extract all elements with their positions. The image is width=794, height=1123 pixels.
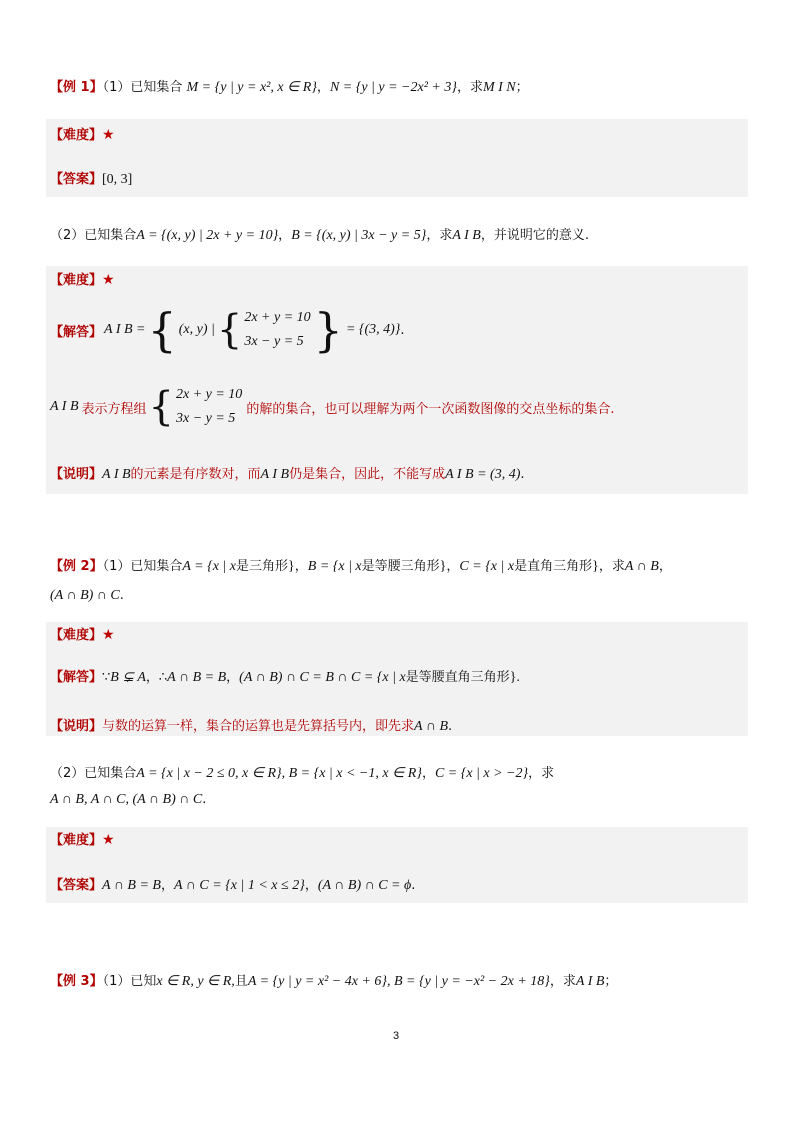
difficulty-label: 【难度】 [50, 628, 103, 643]
equation-system [244, 306, 310, 354]
math-expression: x ∈ R, y ∈ R, [156, 974, 235, 989]
answer-math: [0, 3] [102, 172, 133, 187]
question-text: ，求 [549, 974, 576, 989]
set-description: 是三角形 [236, 559, 289, 574]
punctuation: . [202, 792, 207, 807]
example-label: 【例 2】 [50, 559, 103, 574]
math-expression: A I B [260, 467, 290, 482]
star-icon: ★ [102, 272, 115, 288]
math-set-a: A = {(x, y) | 2x + y = 10} [136, 228, 279, 243]
because-symbol: ∵ [102, 670, 111, 685]
math-expression: A ∩ B [414, 719, 448, 734]
math-expression: M I N [482, 80, 516, 95]
question-text: 已知集合 [130, 80, 183, 95]
difficulty-row [50, 829, 115, 848]
subquestion-number: （2） [50, 228, 85, 243]
answer-row [50, 168, 132, 188]
math-expression: A = {x | x − 2 ≤ 0, x ∈ R}, B = {x | x < −1, x ∈ R} [136, 766, 422, 781]
math-set-b: B = {x | x [307, 559, 362, 574]
difficulty-row [50, 269, 115, 288]
equation-system [176, 383, 242, 431]
page-number: 3 [393, 1030, 400, 1042]
note-text: 的元素是有序数对，而 [130, 467, 261, 482]
punctuation: ； [604, 974, 618, 989]
note-text: 仍是集合，因此，不能写成 [289, 467, 446, 482]
solution-label: 【解答】 [50, 324, 103, 340]
note-text: 与数的运算一样，集合的运算也是先算括号内，即先求 [102, 719, 415, 734]
example-1-question-2 [50, 224, 589, 244]
example-2-question-2 [50, 762, 554, 782]
question-text: 已知集合 [130, 559, 183, 574]
answer-label: 【答案】 [50, 878, 103, 893]
punctuation: . [520, 467, 525, 482]
example-label: 【例 3】 [50, 974, 103, 989]
math-expression: (A ∩ B) ∩ C = B ∩ C = {x | x [239, 670, 406, 685]
subquestion-number: （1） [102, 80, 131, 95]
math-expression: A ∩ B, A ∩ C, (A ∩ B) ∩ C [50, 792, 203, 807]
math-expression: A ∩ B = B [167, 670, 227, 685]
difficulty-label: 【难度】 [50, 273, 103, 288]
system-brace: { [216, 307, 243, 353]
brace-close: } [439, 559, 447, 574]
punctuation: }. [509, 670, 520, 685]
brace-close: } [288, 559, 295, 574]
difficulty-label: 【难度】 [50, 128, 103, 143]
punctuation: . [400, 322, 405, 338]
punctuation: ， [278, 228, 292, 243]
math-expression: A I B [575, 974, 605, 989]
math-set-a: A = {x | x [182, 559, 236, 574]
example-2-question-1 [50, 555, 672, 575]
example-label: 【例 1】 [50, 80, 103, 95]
punctuation: ， [160, 878, 174, 893]
note-label: 【说明】 [50, 719, 103, 734]
punctuation: ， [421, 766, 435, 781]
math-expression: A ∩ B [624, 559, 659, 574]
math-expression: = {(3, 4)} [345, 322, 401, 337]
math-expression: A I B [50, 399, 79, 414]
set-description: 是直角三角形 [514, 559, 593, 574]
solution-row [50, 303, 405, 357]
therefore-symbol: ，∴ [145, 670, 168, 685]
math-expression: A ∩ B = B [102, 878, 161, 893]
example-2-question-2-line-2 [50, 792, 206, 808]
brace-close: } [592, 559, 599, 574]
difficulty-label: 【难度】 [50, 833, 103, 848]
example-3-question-1 [50, 970, 617, 990]
subquestion-number: （1） [102, 559, 131, 574]
question-text: ，求 [456, 80, 483, 95]
punctuation: . [448, 719, 453, 734]
equation: 2x + y = 10 [175, 387, 243, 402]
equation: 2x + y = 10 [244, 310, 311, 325]
solution-label: 【解答】 [50, 670, 103, 685]
left-brace: { [147, 303, 177, 357]
question-text: 已知 [130, 974, 157, 989]
explanation-text: 表示方程组 [81, 401, 147, 417]
set-description: 是等腰直角三角形 [405, 670, 510, 685]
math-expression: A I B = [104, 322, 146, 337]
math-expression: A = {y | y = x² − 4x + 6}, B = {y | y = −x² − 2x + 18} [247, 974, 550, 989]
subquestion-number: （1） [102, 974, 131, 989]
math-expression: A I B = (3, 4) [445, 467, 521, 482]
math-set-n: N = {y | y = −2x² + 3} [329, 80, 457, 95]
solution-box [46, 266, 748, 494]
equation: 3x − y = 5 [175, 411, 236, 426]
answer-box [46, 119, 748, 197]
question-text: 已知集合 [84, 766, 137, 781]
math-expression: (A ∩ B) ∩ C [50, 588, 120, 603]
punctuation: ； [515, 80, 529, 95]
example-2-question-1-line-2 [50, 588, 124, 604]
subquestion-number: （2） [50, 766, 85, 781]
question-text: 已知集合 [84, 228, 137, 243]
math-set-c: C = {x | x > −2} [434, 766, 529, 781]
question-text: ，求 [426, 228, 453, 243]
question-text: ，求 [598, 559, 625, 574]
punctuation: ， [304, 878, 318, 893]
math-expression: (A ∩ B) ∩ C = ϕ [317, 878, 412, 893]
punctuation: ， [658, 559, 672, 574]
math-expression: B ⊊ A [110, 670, 146, 685]
set-description: 是等腰三角形 [361, 559, 440, 574]
punctuation: . [411, 878, 416, 893]
system-brace: { [148, 384, 174, 430]
question-text: 且 [234, 974, 248, 989]
right-brace: } [313, 303, 343, 357]
example-1-question-1 [50, 76, 529, 96]
question-text: ，并说明它的意义. [480, 228, 589, 243]
explanation-text: 的解的集合，也可以理解为两个一次函数图像的交点坐标的集合. [246, 401, 615, 417]
math-expression: A I B [452, 228, 481, 243]
note-row [50, 463, 525, 483]
solution-row [50, 666, 520, 686]
punctuation: ， [294, 559, 308, 574]
star-icon: ★ [102, 127, 115, 143]
punctuation: ， [446, 559, 460, 574]
equation: 3x − y = 5 [244, 334, 304, 349]
explanation-row [50, 381, 614, 433]
star-icon: ★ [102, 832, 115, 848]
punctuation: ， [316, 80, 330, 95]
math-set-c: C = {x | x [459, 559, 515, 574]
math-expression: A ∩ C = {x | 1 < x ≤ 2} [174, 878, 305, 893]
punctuation: . [119, 588, 124, 603]
note-row [50, 715, 452, 735]
math-set-m: M = {y | y = x², x ∈ R} [186, 80, 317, 95]
difficulty-row [50, 124, 115, 143]
question-text: ，求 [528, 766, 555, 781]
difficulty-row [50, 624, 115, 643]
answer-label: 【答案】 [50, 172, 103, 187]
math-expression: A I B [102, 467, 131, 482]
math-expression: (x, y) | [178, 322, 215, 337]
star-icon: ★ [102, 627, 115, 643]
math-set-b: B = {(x, y) | 3x − y = 5} [291, 228, 427, 243]
punctuation: ， [226, 670, 240, 685]
note-label: 【说明】 [50, 467, 103, 482]
answer-row [50, 874, 415, 894]
